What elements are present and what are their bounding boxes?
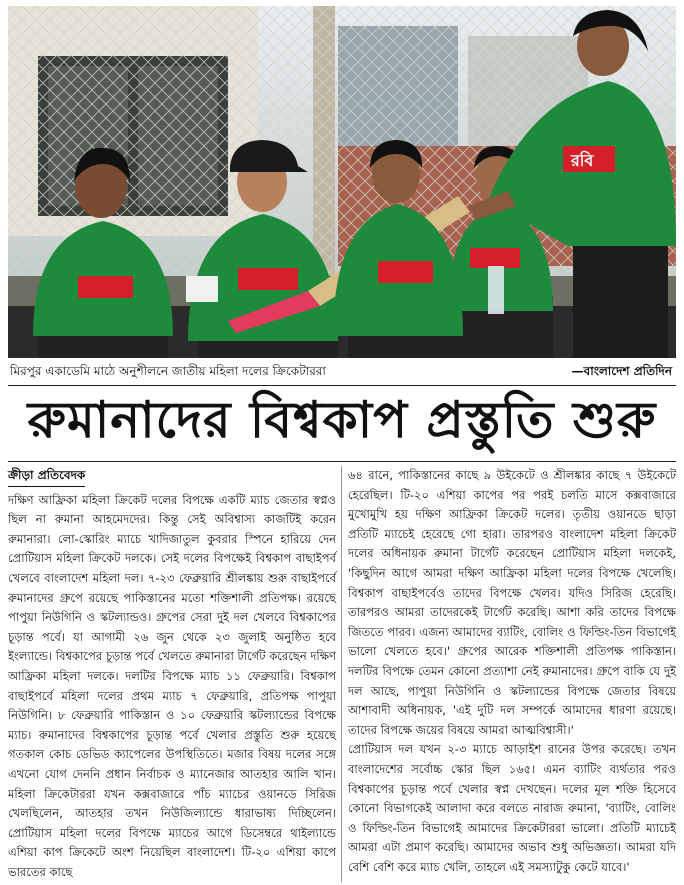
article-column-left — [8, 466, 336, 882]
photo-caption: মিরপুর একাডেমি মাঠে অনুশীলনে জাতীয় মহিলা দলের ক্রিকেটাররা — [10, 364, 326, 378]
photo-credit: —বাংলাদেশ প্রতিদিন — [571, 364, 672, 378]
photo-illustration — [8, 6, 676, 358]
paragraph: প্রোটিয়াস দল যখন ২-৩ ম্যাচে আড়াইশ রানের উপর করেছে। তখন বাংলাদেশের সর্বোচ্চ স্কোর ছিল ১৬৫। এমন ব্যাটিং ব্যর্থতার পরও বিশ্বকাপের চূড়ান্ত পর্বে খেলার স্বপ্ন দেখছেন। দলের মূল শক্তি হিসেবে কোনো বিভাগকেই আলাদা করে বলতে নারাজ রুমানা, 'ব্যাটিং, বোলিং ও ফিল্ডিং-তিন বিভাগেই আমাদের ক্রিকেটাররা ভালো। প্রতিটি ম্যাচেই আমরা এটা প্রমাণ করেছি। আমাদের অভাব শুধু অভিজ্ঞতা। আমরা যদি বেশি বেশি করে ম্যাচ খেলি, তাহলে এই সমস্যাটুকু কেটে যাবে।' — [348, 742, 676, 874]
paragraph: ৬৪ রানে, পাকিস্তানের কাছে ৯ উইকেটে ও শ্রীলঙ্কার কাছে ৭ উইকেটে হেরেছিল। টি-২০ এশিয়া কাপের পর পরই চলতি মাসে কক্সবাজারে মুখোমুখি হয় দক্ষিণ আফ্রিকা ক্রিকেট দলের। তৃতীয় ওয়ানডে ছাড়া প্রতিটি ম্যাচেই হেরেছে গো হারা। তারপরও বাংলাদেশ মহিলা ক্রিকেট দলের অধিনায়ক রুমানা টার্গেট করেছেন প্রোটিয়াস মহিলা দলকেই, 'কিছুদিন আগে আমরা দক্ষিণ আফ্রিকা মহিলা দলের বিপক্ষে খেলেছি। বিশ্বকাপ বাছাইপর্বেও তাদের বিপক্ষে খেলব। যদিও সিরিজ হেরেছি। তারপরও আমরা তাদেরকেই টার্গেট করেছি। আশা করি তাদের বিপক্ষে জিততে পারব। এজন্য আমাদের ব্যাটিং, বোলিং ও ফিল্ডিং-তিন বিভাগেই ভালো খেলতে হবে।' গ্রুপের আরেক শক্তিশালী প্রতিপক্ষ পাকিস্তান। দলটির বিপক্ষে তেমন কোনো প্রত্যাশা নেই রুমানাদের। গ্রুপে বাকি যে দুই দল আছে, পাপুয়া নিউগিনি ও স্কটল্যান্ডের বিপক্ষে জেতার বিষয়ে আশাবাদী অধিনায়ক, 'এই দুটি দল সম্পর্কে আমাদের ধারণা রয়েছে। তাদের বিপক্ষে জয়ের বিষয়ে আমরা আত্মবিশ্বাসী।' — [348, 468, 676, 737]
column-divider — [341, 466, 342, 882]
byline: ক্রীড়া প্রতিবেদক — [8, 466, 85, 487]
article-column-right — [348, 466, 676, 877]
paragraph: দক্ষিণ আফ্রিকা মহিলা ক্রিকেট দলের বিপক্ষে একটি ম্যাচ জেতার স্বপ্নও ছিল না রুমানা আহমেদদের। কিন্তু সেই অবিশ্বাস্য কাজটিই করেন রুমানারা। লো-স্কোরিং ম্যাচে খাদিজাতুল কুবরার স্পিনে হারিয়ে দেন প্রোটিয়াস মহিলা ক্রিকেট দলকে। সেই দলের বিপক্ষেই বিশ্বকাপ বাছাইপর্ব খেলবে বাংলাদেশ মহিলা দল। ৭-২৩ ফেব্রুয়ারি শ্রীলঙ্কায় শুরু বাছাইপর্বে রুমানাদের গ্রুপে রয়েছে পাকিস্তানের মতো শক্তিশালী প্রতিপক্ষ। রয়েছে পাপুয়া নিউগিনি ও স্কটল্যান্ডও। গ্রুপের সেরা দুই দল খেলবে বিশ্বকাপের চূড়ান্ত পর্বে। যা আগামী ২৬ জুন থেকে ২৩ জুলাই অনুষ্ঠিত হবে ইংল্যান্ডে। বিশ্বকাপের চূড়ান্ত পর্বে খেলতে রুমানারা টার্গেট করেছেন দক্ষিণ আফ্রিকা মহিলা দলকে। দলটির বিপক্ষে ম্যাচ ১১ ফেব্রুয়ারি। বিশ্বকাপ বাছাইপর্বে মহিলা দলের প্রথম ম্যাচ ৭ ফেব্রুয়ারি, প্রতিপক্ষ পাপুয়া নিউগিনি। ৮ ফেব্রুয়ারি পাকিস্তান ও ১০ ফেব্রুয়ারি স্কটল্যান্ডের বিপক্ষে ম্যাচ। রুমানাদের বিশ্বকাপের চূড়ান্ত পর্বে খেলার প্রস্তুতি শুরু হয়েছে গতকাল কোচ ডেভিড ক্যাপেলের উপস্থিতিতে। মজার বিষয় দলের সঙ্গে এখনো যোগ দেননি প্রধান নির্বাচক ও ম্যানেজার আতহার আলি খান। মহিলা ক্রিকেটাররা যখন কক্সবাজারে পাঁচ ম্যাচের ওয়ানডে সিরিজ খেলছিলেন, আতহার তখন নিউজিল্যান্ডে ধারাভাষ্য দিচ্ছিলেন। প্রোটিয়াস মহিলা দলের বিপক্ষে ম্যাচের আগে ডিসেম্বরে থাইল্যান্ডে এশিয়া কাপ ক্রিকেটে অংশ নিয়েছিল বাংলাদেশ। টি-২০ এশিয়া কাপে ভারতের কাছে — [8, 492, 336, 879]
headline: রুমানাদের বিশ্বকাপ প্রস্তুতি শুরু — [8, 387, 676, 462]
team-practice-photo — [8, 6, 676, 358]
jersey-label: রবি — [571, 151, 594, 170]
